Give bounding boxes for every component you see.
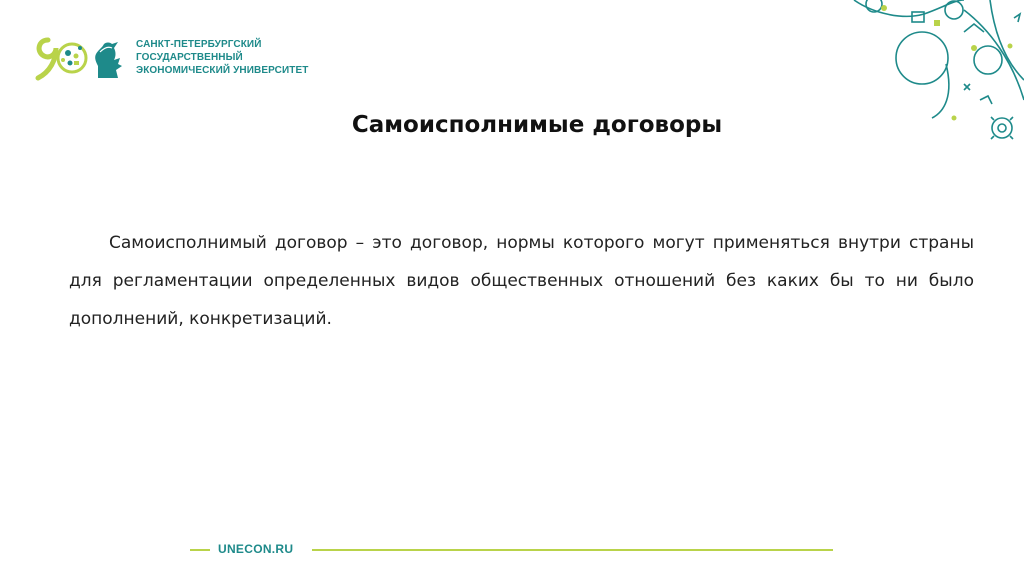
university-logo <box>34 34 334 84</box>
university-name <box>136 38 336 77</box>
footer-divider-right <box>312 549 833 551</box>
footer-url: UNECON.RU <box>218 542 294 556</box>
footer-divider-left <box>190 549 210 551</box>
slide-title: Самоисполнимые договоры <box>351 112 723 138</box>
unecon-90-griffin-logo-icon <box>34 34 130 82</box>
university-name-line-1: САНКТ-ПЕТЕРБУРГСКИЙ <box>136 39 262 50</box>
slide-body-text: Самоисполнимый договор – это договор, нормы которого могут применяться внутри страны для регламентации определенных видов общественных отношений без каких бы то ни было дополнений, конкретизаций. <box>69 233 974 329</box>
university-name-line-3: ЭКОНОМИЧЕСКИЙ УНИВЕРСИТЕТ <box>136 65 309 76</box>
university-name-line-2: ГОСУДАРСТВЕННЫЙ <box>136 52 243 63</box>
